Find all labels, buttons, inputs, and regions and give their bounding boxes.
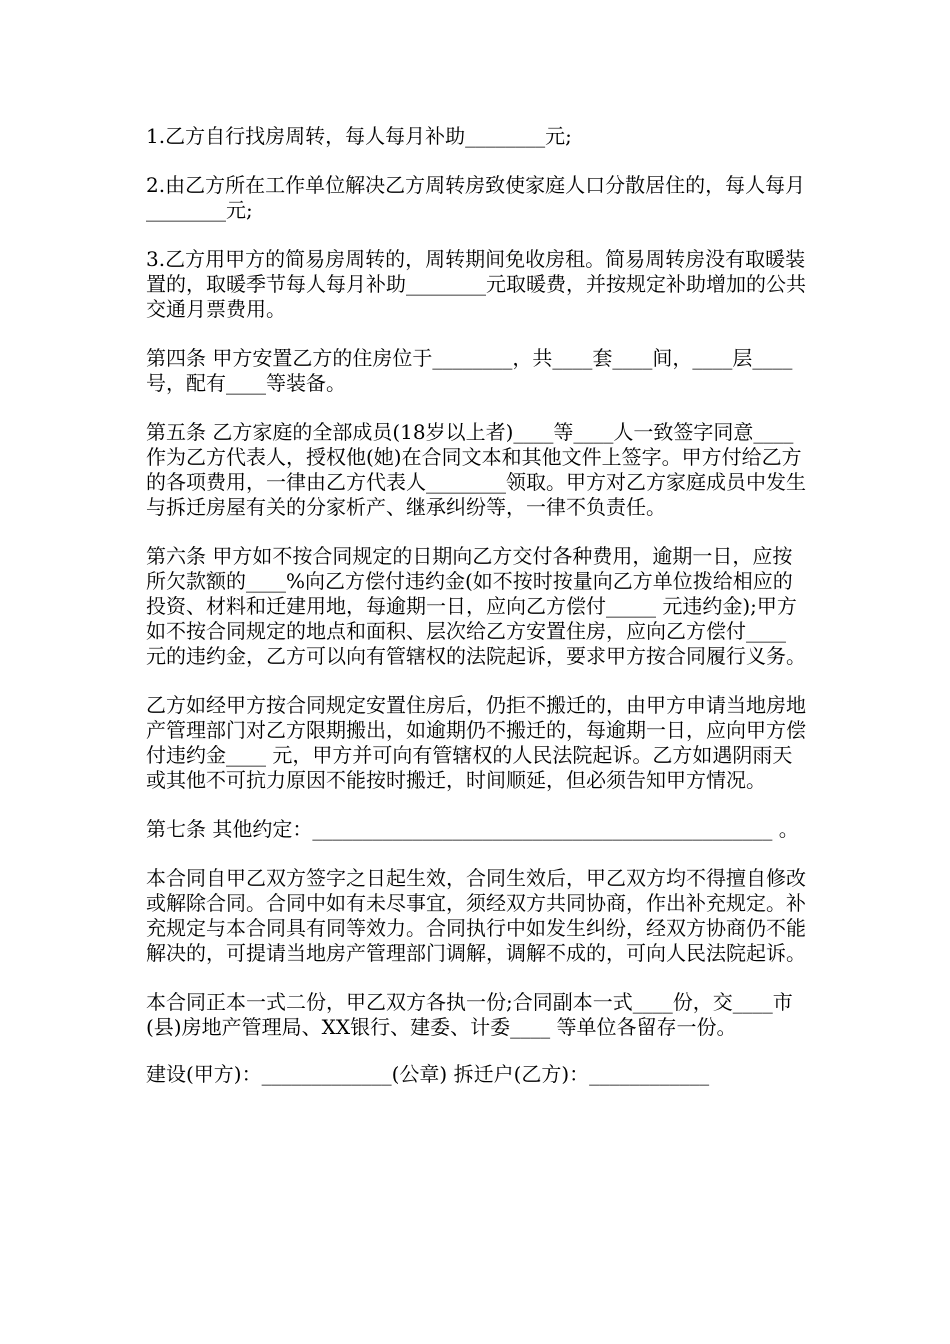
clause-copies: 本合同正本一式二份，甲乙双方各执一份;合同副本一式____份，交____市(县)房地产管理局、XX银行、建委、计委____ 等单位各留存一份。 [146,990,793,1039]
article-seven-other-agreements: 第七条 其他约定：______________________________________________ 。 [146,817,799,841]
clause-effectiveness: 本合同自甲乙双方签字之日起生效，合同生效后，甲乙双方均不得擅自修改或解除合同。合同中如有未尽事宜，须经双方共同协商，作出补充规定。补充规定与本合同具有同等效力。合同执行中如发生纠纷，经双方协商仍不能解决的，可提请当地房产管理部门调解，调解不成的，可向人民法院起诉。 [146,866,806,965]
clause-refusal-to-relocate: 乙方如经甲方按合同规定安置住房后，仍拒不搬迁的，由甲方申请当地房地产管理部门对乙方限期搬出，如逾期仍不搬迁的，每逾期一日，应向甲方偿付违约金____ 元，甲方并可向有管辖权的人民法院起诉。乙方如遇阴雨天或其他不可抗力原因不能按时搬迁，时间顺延，但必须告知甲方情况。 [146,693,806,792]
article-five-family-representative: 第五条 乙方家庭的全部成员(18岁以上者)____等____人一致签字同意____作为乙方代表人，授权他(她)在合同文本和其他文件上签字。甲方付给乙方的各项费用，一律由乙方代表人________领取。甲方对乙方家庭成员中发生与拆迁房屋有关的分家析产、继承纠纷等，一律不负责任。 [146,420,806,519]
article-six-breach-penalty: 第六条 甲方如不按合同规定的日期向乙方交付各种费用，逾期一日，应按所欠款额的____%向乙方偿付违约金(如不按时按量向乙方单位拨给相应的投资、材料和迁建用地，每逾期一日，应向乙方偿付_____ 元违约金);甲方如不按合同规定的地点和面积、层次给乙方安置住房，应向乙方偿付____ 元的违约金，乙方可以向有管辖权的法院起诉，要求甲方按合同履行义务。 [146,544,806,668]
document-body [146,124,808,1111]
signature-line: 建设(甲方)：_____________(公章) 拆迁户(乙方)：____________ [146,1062,710,1086]
clause-subsidy-self-housing: 1.乙方自行找房周转，每人每月补助________元; [146,124,572,148]
clause-subsidy-simple-housing: 3.乙方用甲方的简易房周转的，周转期间免收房租。简易周转房没有取暖装置的，取暖季节每人每月补助________元取暖费，并按规定补助增加的公共交通月票费用。 [146,247,806,321]
article-four-housing-location: 第四条 甲方安置乙方的住房位于________，共____套____间，____层____号，配有____等装备。 [146,346,793,395]
clause-subsidy-work-unit: 2.由乙方所在工作单位解决乙方周转房致使家庭人口分散居住的，每人每月________元; [146,173,806,222]
